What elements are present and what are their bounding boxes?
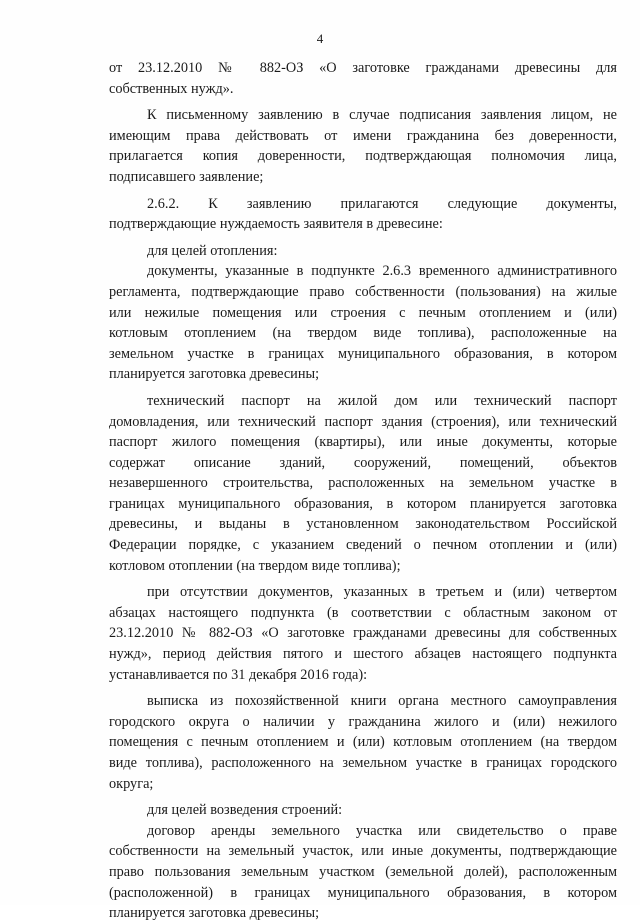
text-line: котловом отоплении (на твердом виде топлива);	[109, 557, 401, 574]
text-line: выписка из похозяйственной книги органа местного самоуправления	[147, 693, 617, 710]
text-line: технический паспорт на жилой дом или технический паспорт	[147, 392, 617, 409]
text-line: земельном участке в границах муниципального образования, в котором	[109, 345, 617, 362]
text-line: котловым отоплением (на твердом виде топлива), расположенные на	[109, 325, 617, 342]
text-line: документы, указанные в подпункте 2.6.3 временного административного	[147, 263, 617, 280]
text-line: границах муниципального образования, в котором планируется заготовка	[109, 495, 617, 512]
text-line: от 23.12.2010 № 882-ОЗ «О заготовке гражданами древесины для	[109, 60, 617, 76]
text-line: городского округа о наличии у гражданина жилого и (или) нежилого	[109, 713, 617, 730]
text-line: незавершенного строительства, расположенных на земельном участке в	[109, 475, 617, 492]
text-line: содержат описание зданий, сооружений, помещений, объектов	[109, 454, 617, 471]
text-line: домовладения, или технический паспорт здания (строения), или технический	[109, 413, 617, 430]
page-number: 4	[316, 31, 324, 46]
text-line: право пользования земельным участком (земельной долей), расположенным	[109, 863, 617, 880]
text-line: нужд», период действия пятого и шестого абзацев настоящего подпункта	[109, 646, 617, 663]
text-line: К письменному заявлению в случае подписания заявления лицом, не	[147, 107, 617, 124]
text-line: 23.12.2010 № 882-ОЗ «О заготовке гражданами древесины для собственных	[109, 625, 617, 642]
text-line: устанавливается по 31 декабря 2016 года):	[109, 666, 368, 683]
text-line: для целей возведения строений:	[147, 802, 343, 819]
text-line: древесины, и выданы в установленном законодательством Российской	[109, 516, 617, 533]
text-line: паспорт жилого помещения (квартиры), или иные документы, которые	[109, 434, 617, 451]
text-line: имеющим права действовать от имени гражданина без доверенности,	[109, 127, 617, 144]
text-line: планируется заготовка древесины;	[109, 366, 320, 383]
text-line: прилагается копия доверенности, подтверждающая полномочия лица,	[109, 148, 617, 165]
text-line: регламента, подтверждающие право собственности (пользования) на жилые	[109, 283, 617, 300]
text-line: 2.6.2. К заявлению прилагаются следующие документы,	[147, 195, 617, 212]
text-line: Федерации порядке, с указанием сведений о печном отоплении и (или)	[109, 537, 617, 554]
text-line: подтверждающие нуждаемость заявителя в древесине:	[109, 216, 443, 233]
text-line: (расположенной) в границах муниципального образования, в котором	[109, 884, 617, 901]
text-line: для целей отопления:	[147, 242, 278, 259]
text-line: помещения с печным отоплением и (или) котловым отоплением (на твердом	[109, 734, 617, 751]
text-line: собственности на земельный участок, или иные документы, подтверждающие	[109, 843, 617, 860]
text-line: договор аренды земельного участка или свидетельство о праве	[147, 822, 617, 839]
document-body	[109, 58, 617, 924]
text-line: подписавшего заявление;	[109, 168, 264, 185]
text-line: абзацах настоящего подпункта (в соответствии с областным законом от	[109, 604, 617, 621]
text-line: или нежилые помещения или строения с печным отоплением и (или)	[109, 304, 617, 321]
text-line: собственных нужд».	[109, 80, 234, 97]
text-line: при отсутствии документов, указанных в третьем и (или) четвертом	[147, 584, 617, 601]
text-line: планируется заготовка древесины;	[109, 905, 320, 922]
text-line: виде топлива), расположенного на земельном участке в границах городского	[109, 755, 617, 771]
text-line: округа;	[109, 775, 154, 792]
